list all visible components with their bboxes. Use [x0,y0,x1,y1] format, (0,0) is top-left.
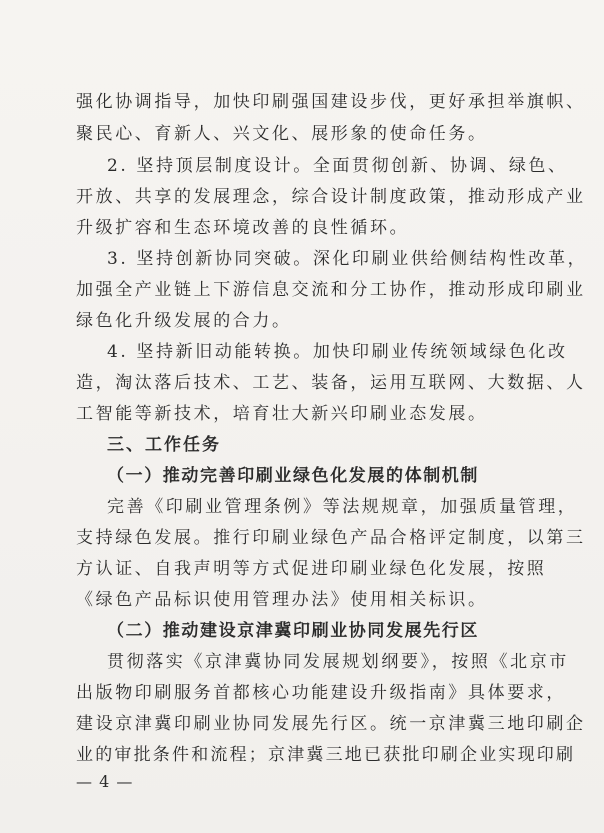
principle-4: 4. 坚持新旧动能转换。加快印刷业传统领域绿色化改 [107,342,568,362]
text-line: 绿色化升级发展的合力。 [76,311,292,331]
text-line: 强化协调指导，加快印刷强国建设步伐，更好承担举旗帜、 [76,92,586,112]
text-line: 工智能等新技术，培育壮大新兴印刷业态发展。 [76,404,488,424]
subsection-heading-2: （二）推动建设京津冀印刷业协同发展先行区 [107,621,479,641]
text-line: 加强全产业链上下游信息交流和分工协作，推动形成印刷业 [76,280,586,300]
text-line: 聚民心、育新人、兴文化、展形象的使命任务。 [76,124,488,144]
text-line: 支持绿色发展。推行印刷业绿色产品合格评定制度，以第三 [76,528,586,548]
page-number: — 4 — [76,772,134,791]
section-heading: 三、工作任务 [107,435,221,455]
subsection-heading-1: （一）推动完善印刷业绿色化发展的体制机制 [107,466,479,486]
text-line: 贯彻落实《京津冀协同发展规划纲要》，按照《北京市 [107,652,569,672]
text-line: 完善《印刷业管理条例》等法规规章，加强质量管理， [107,497,578,517]
text-line: 开放、共享的发展理念，综合设计制度政策，推动形成产业 [76,187,586,207]
principle-2: 2. 坚持顶层制度设计。全面贯彻创新、协调、绿色、 [107,156,568,176]
principle-3: 3. 坚持创新协同突破。深化印刷业供给侧结构性改革， [107,249,588,269]
text-line: 方认证、自我声明等方式促进印刷业绿色化发展，按照 [76,559,547,579]
text-line: 《绿色产品标识使用管理办法》使用相关标识。 [76,590,488,610]
text-line: 业的审批条件和流程；京津冀三地已获批印刷企业实现印刷 [76,745,576,765]
text-line: 建设京津冀印刷业协同发展先行区。统一京津冀三地印刷企 [76,714,586,734]
text-line: 升级扩容和生态环境改善的良性循环。 [76,218,410,238]
text-line: 出版物印刷服务首都核心功能建设升级指南》具体要求， [76,683,566,703]
text-line: 造，淘汰落后技术、工艺、装备，运用互联网、大数据、人 [76,373,586,393]
